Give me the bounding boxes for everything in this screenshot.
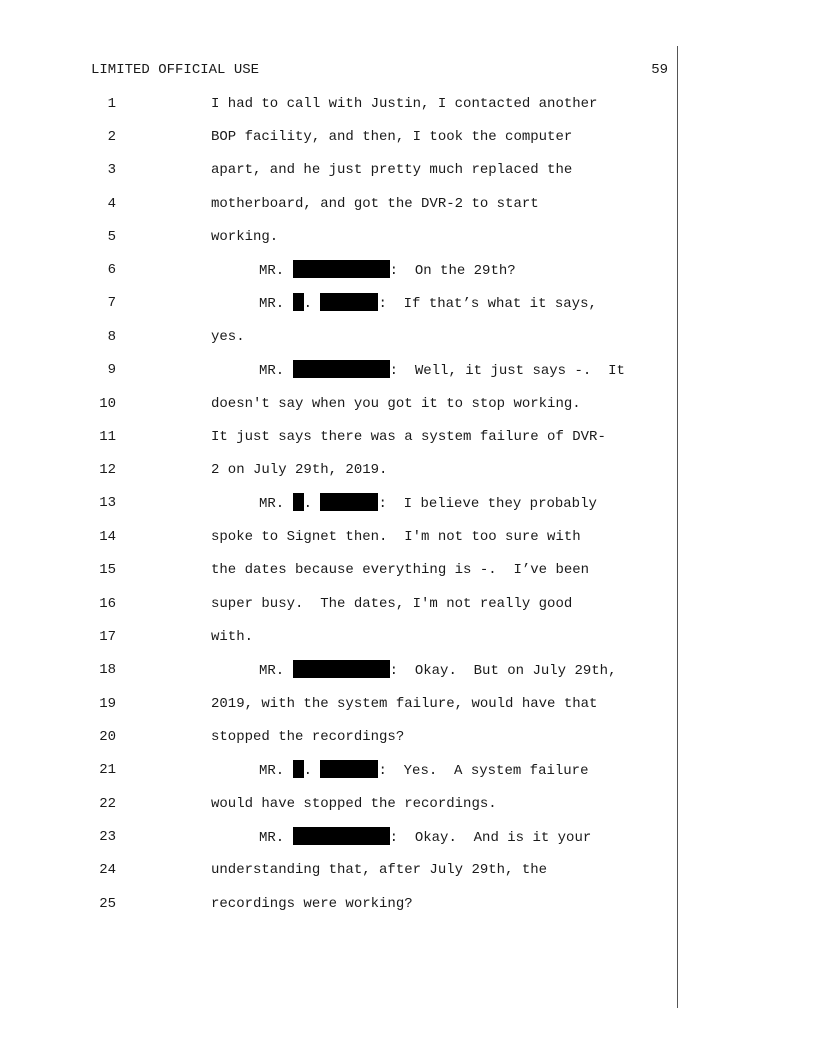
speaker-dot: . — [303, 496, 313, 512]
redaction-block — [293, 827, 390, 845]
redaction-block — [293, 493, 304, 511]
transcript-line — [0, 860, 680, 880]
line-text: working. — [211, 229, 279, 245]
transcript-line — [0, 827, 680, 847]
line-number: 8 — [107, 329, 116, 345]
transcript-line — [0, 127, 680, 147]
speaker-title: MR. — [259, 296, 285, 312]
redaction-block — [320, 760, 378, 778]
line-number: 4 — [107, 196, 116, 212]
redaction-block — [293, 660, 390, 678]
speaker-title: MR. — [259, 763, 285, 779]
transcript-line — [0, 760, 680, 780]
speaker-colon: : — [378, 763, 387, 779]
line-number: 10 — [99, 396, 116, 412]
line-number: 3 — [107, 162, 116, 178]
line-text: understanding that, after July 29th, the — [211, 862, 548, 878]
speaker-line — [259, 293, 597, 314]
speaker-colon: : — [389, 263, 399, 279]
line-text: 2019, with the system failure, would have that — [211, 696, 598, 712]
transcript-line — [0, 360, 680, 380]
transcript-line — [0, 427, 680, 447]
line-number: 12 — [99, 462, 116, 478]
speaker-title: MR. — [259, 363, 285, 379]
transcript-line — [0, 694, 680, 714]
line-text: yes. — [211, 329, 245, 345]
line-text: super busy. The dates, I'm not really good — [211, 596, 573, 612]
line-number: 24 — [99, 862, 116, 878]
transcript-line — [0, 394, 680, 414]
line-number: 25 — [99, 896, 116, 912]
transcript-line — [0, 627, 680, 647]
line-number: 6 — [107, 262, 116, 278]
line-text: doesn't say when you got it to stop working. — [211, 396, 581, 412]
transcript-line — [0, 727, 680, 747]
redaction-block — [320, 293, 378, 311]
speaker-colon: : — [389, 830, 399, 846]
line-number: 5 — [107, 229, 116, 245]
line-number: 1 — [107, 96, 116, 112]
line-text: with. — [211, 629, 254, 645]
line-text: Well, it just says -. It — [398, 363, 625, 379]
transcript-line — [0, 460, 680, 480]
speaker-title: MR. — [259, 830, 285, 846]
line-text: 2 on July 29th, 2019. — [211, 462, 388, 478]
line-text: recordings were working? — [211, 896, 413, 912]
line-number: 18 — [99, 662, 116, 678]
line-text: On the 29th? — [398, 263, 516, 279]
line-text: I had to call with Justin, I contacted another — [211, 96, 598, 112]
redaction-block — [293, 360, 390, 378]
line-number: 20 — [99, 729, 116, 745]
speaker-dot: . — [303, 763, 313, 779]
line-text: Yes. A system failure — [386, 763, 589, 779]
line-text: Okay. And is it your — [398, 830, 592, 846]
speaker-dot: . — [303, 296, 313, 312]
transcript-line — [0, 260, 680, 280]
speaker-colon: : — [389, 663, 399, 679]
speaker-line — [259, 260, 516, 281]
transcript-line — [0, 94, 680, 114]
transcript-line — [0, 660, 680, 680]
transcript-line — [0, 327, 680, 347]
line-text: spoke to Signet then. I'm not too sure with — [211, 529, 581, 545]
transcript-line — [0, 894, 680, 914]
line-number: 11 — [99, 429, 116, 445]
line-text: It just says there was a system failure of DVR- — [211, 429, 606, 445]
line-number: 23 — [99, 829, 116, 845]
line-number: 21 — [99, 762, 116, 778]
transcript-line — [0, 493, 680, 513]
speaker-colon: : — [389, 363, 399, 379]
page-number: 59 — [651, 62, 668, 78]
transcript-line — [0, 527, 680, 547]
line-text: apart, and he just pretty much replaced the — [211, 162, 573, 178]
line-number: 22 — [99, 796, 116, 812]
line-number: 19 — [99, 696, 116, 712]
line-text: the dates because everything is -. I’ve been — [211, 562, 590, 578]
transcript-line — [0, 560, 680, 580]
line-number: 2 — [107, 129, 116, 145]
speaker-line — [259, 660, 616, 681]
redaction-block — [293, 293, 304, 311]
line-number: 13 — [99, 495, 116, 511]
speaker-line — [259, 493, 597, 514]
speaker-title: MR. — [259, 263, 285, 279]
transcript-line — [0, 227, 680, 247]
line-number: 15 — [99, 562, 116, 578]
redaction-block — [293, 260, 390, 278]
transcript-line — [0, 194, 680, 214]
line-text: Okay. But on July 29th, — [398, 663, 617, 679]
transcript-line — [0, 794, 680, 814]
header-classification: LIMITED OFFICIAL USE — [91, 62, 260, 78]
line-number: 16 — [99, 596, 116, 612]
speaker-line — [259, 360, 625, 381]
transcript-line — [0, 293, 680, 313]
line-text: motherboard, and got the DVR-2 to start — [211, 196, 539, 212]
line-number: 17 — [99, 629, 116, 645]
line-text: would have stopped the recordings. — [211, 796, 497, 812]
transcript-line — [0, 160, 680, 180]
line-text: BOP facility, and then, I took the computer — [211, 129, 573, 145]
line-text: I believe they probably — [386, 496, 597, 512]
speaker-title: MR. — [259, 496, 285, 512]
line-number: 14 — [99, 529, 116, 545]
speaker-colon: : — [378, 496, 387, 512]
speaker-line — [259, 760, 588, 781]
redaction-block — [293, 760, 304, 778]
speaker-line — [259, 827, 591, 848]
speaker-title: MR. — [259, 663, 285, 679]
line-text: stopped the recordings? — [211, 729, 405, 745]
line-number: 9 — [107, 362, 116, 378]
redaction-block — [320, 493, 378, 511]
transcript-line — [0, 594, 680, 614]
line-number: 7 — [107, 295, 116, 311]
line-text: If that’s what it says, — [386, 296, 597, 312]
speaker-colon: : — [378, 296, 387, 312]
